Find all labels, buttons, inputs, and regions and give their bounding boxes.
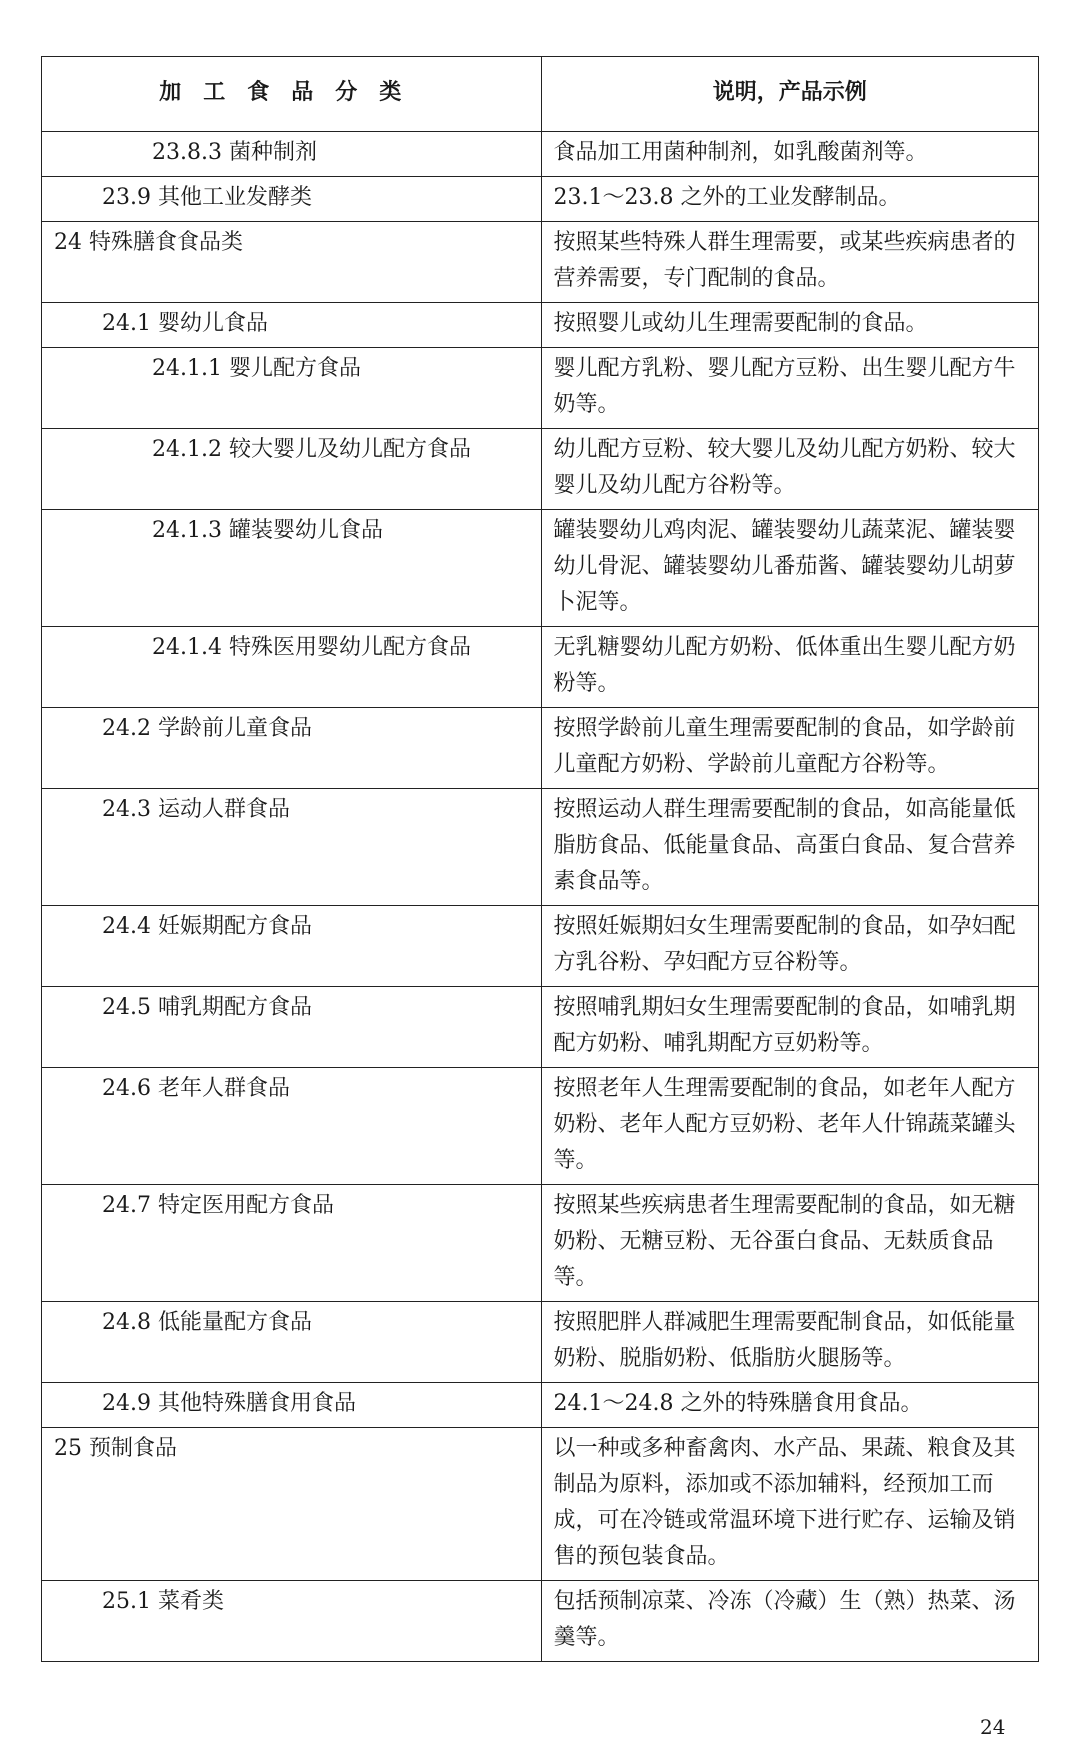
table-row <box>42 906 1039 987</box>
table-row <box>42 1581 1039 1662</box>
table-row <box>42 1302 1039 1383</box>
category-cell: 24.3 运动人群食品 <box>42 789 542 906</box>
description-cell: 24.1～24.8 之外的特殊膳食用食品。 <box>541 1383 1038 1428</box>
category-cell: 23.9 其他工业发酵类 <box>42 177 542 222</box>
description-cell: 按照运动人群生理需要配制的食品，如高能量低脂肪食品、低能量食品、高蛋白食品、复合营养素食品等。 <box>541 789 1038 906</box>
description-cell: 按照肥胖人群减肥生理需要配制食品，如低能量奶粉、脱脂奶粉、低脂肪火腿肠等。 <box>541 1302 1038 1383</box>
category-cell: 24.4 妊娠期配方食品 <box>42 906 542 987</box>
table-row <box>42 708 1039 789</box>
description-cell: 按照某些特殊人群生理需要，或某些疾病患者的营养需要，专门配制的食品。 <box>541 222 1038 303</box>
category-cell: 23.8.3 菌种制剂 <box>42 132 542 177</box>
category-cell: 24.1.2 较大婴儿及幼儿配方食品 <box>42 429 542 510</box>
category-cell: 24.6 老年人群食品 <box>42 1068 542 1185</box>
category-cell: 24.2 学龄前儿童食品 <box>42 708 542 789</box>
table-row <box>42 987 1039 1068</box>
table-row <box>42 627 1039 708</box>
table-row <box>42 1383 1039 1428</box>
header-description: 说明，产品示例 <box>541 57 1038 132</box>
category-cell: 24.1.1 婴儿配方食品 <box>42 348 542 429</box>
table-row <box>42 510 1039 627</box>
table-row <box>42 222 1039 303</box>
table-body <box>42 132 1039 1662</box>
table-header-row <box>42 57 1039 132</box>
category-cell: 25 预制食品 <box>42 1428 542 1581</box>
table-row <box>42 303 1039 348</box>
description-cell: 按照婴儿或幼儿生理需要配制的食品。 <box>541 303 1038 348</box>
description-cell: 无乳糖婴幼儿配方奶粉、低体重出生婴儿配方奶粉等。 <box>541 627 1038 708</box>
description-cell: 罐装婴幼儿鸡肉泥、罐装婴幼儿蔬菜泥、罐装婴幼儿骨泥、罐装婴幼儿番茄酱、罐装婴幼儿胡萝卜泥等。 <box>541 510 1038 627</box>
table-row <box>42 132 1039 177</box>
description-cell: 幼儿配方豆粉、较大婴儿及幼儿配方奶粉、较大婴儿及幼儿配方谷粉等。 <box>541 429 1038 510</box>
description-cell: 按照妊娠期妇女生理需要配制的食品，如孕妇配方乳谷粉、孕妇配方豆谷粉等。 <box>541 906 1038 987</box>
table-row <box>42 177 1039 222</box>
description-cell: 按照老年人生理需要配制的食品，如老年人配方奶粉、老年人配方豆奶粉、老年人什锦蔬菜罐头等。 <box>541 1068 1038 1185</box>
food-classification-table <box>41 56 1039 1662</box>
description-cell: 包括预制凉菜、冷冻（冷藏）生（熟）热菜、汤羹等。 <box>541 1581 1038 1662</box>
category-cell: 24 特殊膳食食品类 <box>42 222 542 303</box>
category-cell: 24.1 婴幼儿食品 <box>42 303 542 348</box>
table-row <box>42 348 1039 429</box>
description-cell: 按照某些疾病患者生理需要配制的食品，如无糖奶粉、无糖豆粉、无谷蛋白食品、无麸质食品等。 <box>541 1185 1038 1302</box>
category-cell: 24.9 其他特殊膳食用食品 <box>42 1383 542 1428</box>
page-number: 24 <box>980 1715 1006 1739</box>
description-cell: 食品加工用菌种制剂，如乳酸菌剂等。 <box>541 132 1038 177</box>
category-cell: 24.5 哺乳期配方食品 <box>42 987 542 1068</box>
description-cell: 以一种或多种畜禽肉、水产品、果蔬、粮食及其制品为原料，添加或不添加辅料，经预加工而成，可在冷链或常温环境下进行贮存、运输及销售的预包装食品。 <box>541 1428 1038 1581</box>
header-category: 加工食品分类 <box>42 57 542 132</box>
description-cell: 23.1～23.8 之外的工业发酵制品。 <box>541 177 1038 222</box>
description-cell: 按照哺乳期妇女生理需要配制的食品，如哺乳期配方奶粉、哺乳期配方豆奶粉等。 <box>541 987 1038 1068</box>
category-cell: 25.1 菜肴类 <box>42 1581 542 1662</box>
description-cell: 婴儿配方乳粉、婴儿配方豆粉、出生婴儿配方牛奶等。 <box>541 348 1038 429</box>
category-cell: 24.1.3 罐装婴幼儿食品 <box>42 510 542 627</box>
category-cell: 24.7 特定医用配方食品 <box>42 1185 542 1302</box>
table-row <box>42 1068 1039 1185</box>
table-row <box>42 1428 1039 1581</box>
category-cell: 24.8 低能量配方食品 <box>42 1302 542 1383</box>
table-row <box>42 429 1039 510</box>
description-cell: 按照学龄前儿童生理需要配制的食品，如学龄前儿童配方奶粉、学龄前儿童配方谷粉等。 <box>541 708 1038 789</box>
table-row <box>42 1185 1039 1302</box>
table-row <box>42 789 1039 906</box>
category-cell: 24.1.4 特殊医用婴幼儿配方食品 <box>42 627 542 708</box>
